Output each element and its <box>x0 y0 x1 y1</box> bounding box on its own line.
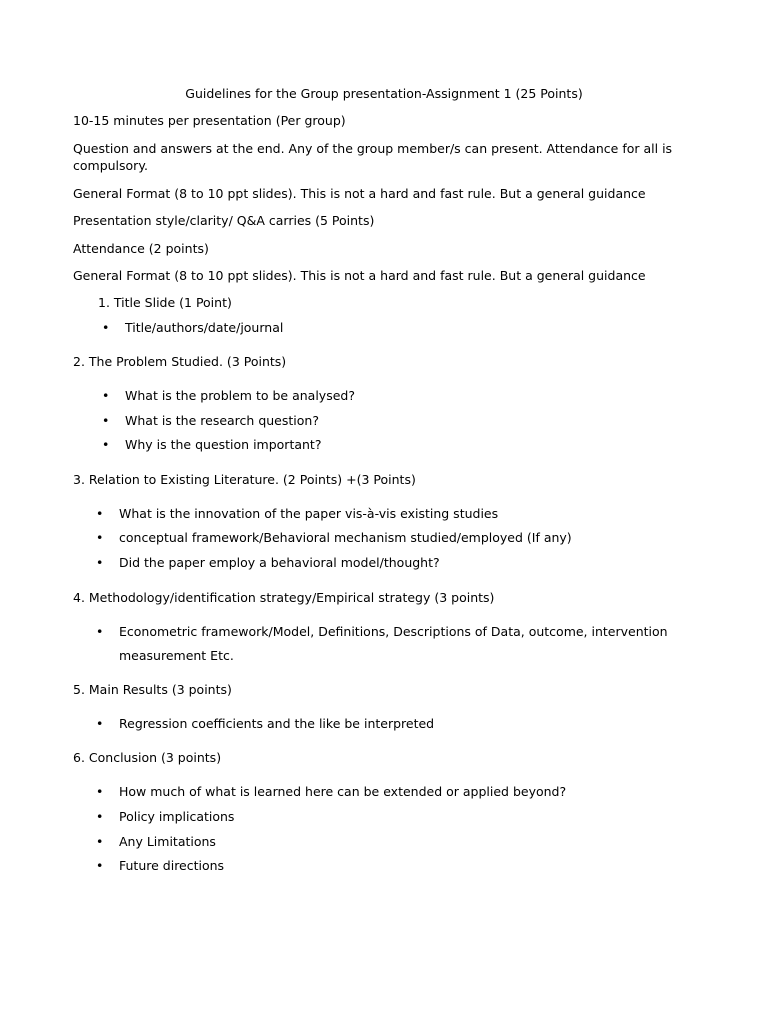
list-item: Why is the question important? <box>125 437 322 452</box>
intro-line-duration: 10-15 minutes per presentation (Per group) <box>73 113 346 128</box>
intro-line-style: Presentation style/clarity/ Q&A carries (5 Points) <box>73 213 375 228</box>
bullet-marker: • <box>96 506 104 521</box>
bullet-marker: • <box>102 437 110 452</box>
section-heading-results: 5. Main Results (3 points) <box>73 682 232 697</box>
list-item: Title/authors/date/journal <box>125 320 284 335</box>
intro-line-attendance: Attendance (2 points) <box>73 241 209 256</box>
list-item: What is the research question? <box>125 413 319 428</box>
list-item: Future directions <box>119 858 225 873</box>
bullet-marker: • <box>96 624 104 639</box>
bullet-marker: • <box>96 834 104 849</box>
list-item: Econometric framework/Model, Definitions, Descriptions of Data, outcome, intervention <box>119 624 668 639</box>
list-item: Policy implications <box>119 809 235 824</box>
section-heading-title-slide: 1. Title Slide (1 Point) <box>98 295 232 310</box>
list-item: What is the problem to be analysed? <box>125 388 355 403</box>
intro-line-qa-cont: compulsory. <box>73 158 148 173</box>
intro-line-qa: Question and answers at the end. Any of the group member/s can present. Attendance for all is <box>73 141 673 156</box>
bullet-marker: • <box>96 716 104 731</box>
list-item: Regression coefficients and the like be interpreted <box>119 716 435 731</box>
section-heading-literature: 3. Relation to Existing Literature. (2 Points) +(3 Points) <box>73 472 416 487</box>
bullet-marker: • <box>96 809 104 824</box>
list-item: What is the innovation of the paper vis-à-vis existing studies <box>119 506 499 521</box>
list-item: How much of what is learned here can be extended or applied beyond? <box>119 784 567 799</box>
bullet-marker: • <box>96 858 104 873</box>
section-heading-methodology: 4. Methodology/identification strategy/Empirical strategy (3 points) <box>73 590 495 605</box>
document-title: Guidelines for the Group presentation-Assignment 1 (25 Points) <box>185 86 583 101</box>
list-item-continuation: measurement Etc. <box>119 648 234 663</box>
bullet-marker: • <box>96 530 104 545</box>
section-heading-conclusion: 6. Conclusion (3 points) <box>73 750 222 765</box>
bullet-marker: • <box>96 784 104 799</box>
intro-line-format-repeat: General Format (8 to 10 ppt slides). This is not a hard and fast rule. But a general guidance <box>73 268 646 283</box>
bullet-marker: • <box>96 555 104 570</box>
intro-line-format: General Format (8 to 10 ppt slides). This is not a hard and fast rule. But a general guidance <box>73 186 646 201</box>
section-heading-problem: 2. The Problem Studied. (3 Points) <box>73 354 287 369</box>
bullet-marker: • <box>102 320 110 335</box>
list-item: conceptual framework/Behavioral mechanism studied/employed (If any) <box>119 530 572 545</box>
list-item: Did the paper employ a behavioral model/thought? <box>119 555 440 570</box>
bullet-marker: • <box>102 413 110 428</box>
list-item: Any Limitations <box>119 834 216 849</box>
bullet-marker: • <box>102 388 110 403</box>
